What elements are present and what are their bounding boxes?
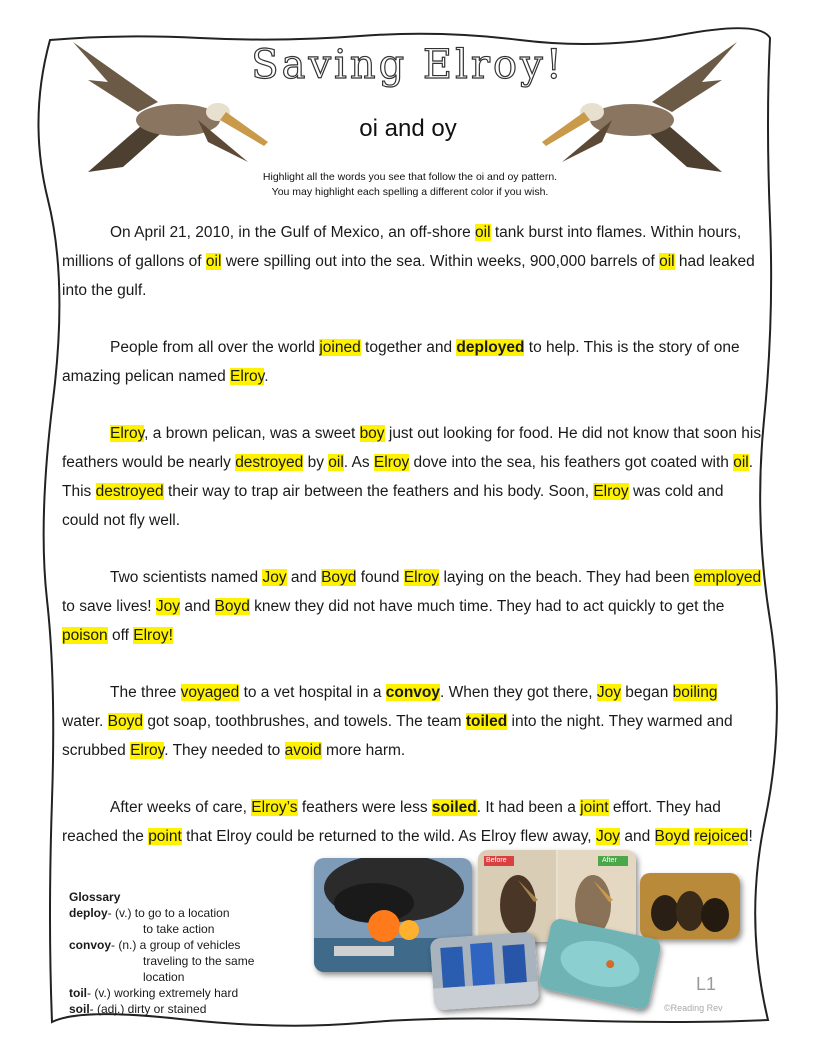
text-segment: effort. They had reached the [62, 799, 721, 845]
highlighted-vocab-word: toiled [465, 713, 508, 730]
glossary-entry-convoy-cont: location [143, 970, 185, 984]
text-segment: off [107, 627, 134, 644]
page-title: Saving Elroy! [251, 42, 565, 88]
highlighted-word: Elroy’s [251, 799, 298, 816]
text-segment: by [303, 454, 329, 471]
highlighted-word: joint [580, 799, 609, 816]
text-segment: got soap, toothbrushes, and towels. The team [143, 713, 466, 730]
highlighted-word: voyaged [180, 684, 240, 701]
highlighted-word: point [148, 828, 182, 845]
glossary-heading: Glossary [69, 890, 121, 904]
text-segment: was cold and could not fly well. [62, 483, 724, 529]
text-segment: together and [360, 339, 457, 356]
text-segment: to a vet hospital in a [239, 684, 386, 701]
instruction-line: You may highlight each spelling a different color if you wish. [271, 186, 549, 198]
highlighted-word: Boyd [654, 828, 690, 845]
highlighted-word: Elroy [230, 368, 265, 385]
text-segment: laying on the beach. They had been [439, 569, 694, 586]
highlighted-word: poison [62, 627, 108, 644]
text-segment: . They needed to [164, 742, 285, 759]
highlighted-word: Joy [262, 569, 287, 586]
pelican-image-left [68, 42, 268, 182]
highlighted-word: boiling [672, 684, 718, 701]
text-segment: and [620, 828, 655, 845]
text-segment: After weeks of care, [110, 799, 252, 816]
highlighted-word: Boyd [107, 713, 144, 730]
story-paragraph [62, 419, 762, 535]
text-segment: ! [748, 828, 753, 845]
instructions [200, 170, 620, 200]
highlighted-word: oil [733, 454, 749, 471]
highlighted-word: oil [205, 253, 222, 270]
text-segment: , a brown pelican, was a sweet [144, 425, 360, 442]
highlighted-vocab-word: deployed [456, 339, 525, 356]
highlighted-word: destroyed [95, 483, 164, 500]
glossary-entry-deploy: deploy- (v.) to go to a location [69, 906, 230, 920]
highlighted-word: Elroy [130, 742, 165, 759]
highlighted-vocab-word: soiled [431, 799, 477, 816]
copyright: ©Reading Rev [664, 1003, 723, 1013]
story-paragraph [62, 563, 762, 650]
before-label: Before [486, 857, 507, 864]
text-segment: began [620, 684, 673, 701]
highlighted-word: Joy [596, 684, 621, 701]
story-text [62, 218, 762, 879]
text-segment: and [180, 598, 215, 615]
highlighted-word: employed [693, 569, 762, 586]
text-segment: . As [343, 454, 374, 471]
highlighted-word: Elroy [403, 569, 440, 586]
story-paragraph [62, 333, 762, 391]
text-segment: had leaked into the gulf. [62, 253, 755, 299]
text-segment: . This [62, 454, 754, 500]
glossary [69, 889, 309, 1017]
text-segment: and [286, 569, 322, 586]
text-segment: . It had been a [476, 799, 581, 816]
highlighted-word: oil [475, 224, 491, 241]
glossary-entry-convoy: convoy- (n.) a group of vehicles [69, 938, 241, 952]
glossary-entry-convoy-cont: traveling to the same [143, 954, 255, 968]
after-label: After [602, 857, 617, 864]
highlighted-word: Elroy! [133, 627, 173, 644]
text-segment: more harm. [321, 742, 406, 759]
highlighted-word: oil [659, 253, 675, 270]
text-segment: into the night. They warmed and scrubbed [62, 713, 733, 759]
highlighted-word: Elroy [593, 483, 629, 500]
story-paragraph [62, 678, 762, 765]
highlighted-word: Elroy [373, 454, 410, 471]
highlighted-word: avoid [284, 742, 322, 759]
text-segment: . [264, 368, 269, 385]
text-segment: People from all over the world [110, 339, 320, 356]
text-segment: knew they did not have much time. They had to act quickly to get the [249, 598, 725, 615]
oiled-pelicans-photo [640, 873, 740, 939]
page-subtitle: oi and oy [359, 115, 457, 142]
instruction-line: Highlight all the words you see that follow the oi and oy pattern. [262, 171, 558, 183]
text-segment: Two scientists named [110, 569, 263, 586]
story-paragraph [62, 218, 762, 305]
text-segment: that Elroy could be returned to the wild. As Elroy flew away, [181, 828, 596, 845]
text-segment: tank burst into flames. Within hours, millions of gallons of [62, 224, 742, 270]
highlighted-word: Joy [595, 828, 621, 845]
highlighted-word: oil [328, 454, 344, 471]
highlighted-word: rejoiced [694, 828, 749, 845]
text-segment: found [356, 569, 404, 586]
text-segment: their way to trap air between the feathers and his body. Soon, [163, 483, 594, 500]
text-segment: . When they got there, [440, 684, 597, 701]
highlighted-word: joined [319, 339, 361, 356]
glossary-entry-soil: soil- (adj.) dirty or stained [69, 1002, 207, 1016]
highlighted-word: boy [359, 425, 385, 442]
highlighted-word: Joy [155, 598, 181, 615]
text-segment: The three [110, 684, 181, 701]
text-segment: water. [62, 713, 108, 730]
scientists-washing-pelican-photo [430, 931, 540, 1010]
highlighted-word: destroyed [235, 454, 304, 471]
text-segment: to help. This is the story of one amazing pelican named [62, 339, 740, 385]
story-paragraph [62, 793, 762, 851]
highlighted-word: Boyd [214, 598, 250, 615]
glossary-entry-deploy-cont: to take action [143, 922, 215, 936]
text-segment: just out looking for food. He did not know that soon his feathers would be nearly [62, 425, 762, 471]
text-segment: were spilling out into the sea. Within weeks, 900,000 barrels of [221, 253, 660, 270]
highlighted-word: Elroy [110, 425, 145, 442]
highlighted-word: Boyd [321, 569, 357, 586]
highlighted-vocab-word: convoy [385, 684, 441, 701]
glossary-entry-toil: toil- (v.) working extremely hard [69, 986, 239, 1000]
text-segment: dove into the sea, his feathers got coated with [409, 454, 734, 471]
text-segment: to save lives! [62, 598, 156, 615]
level-label: L1 [696, 974, 717, 994]
text-segment: On April 21, 2010, in the Gulf of Mexico, an off-shore [110, 224, 476, 241]
text-segment: feathers were less [297, 799, 432, 816]
